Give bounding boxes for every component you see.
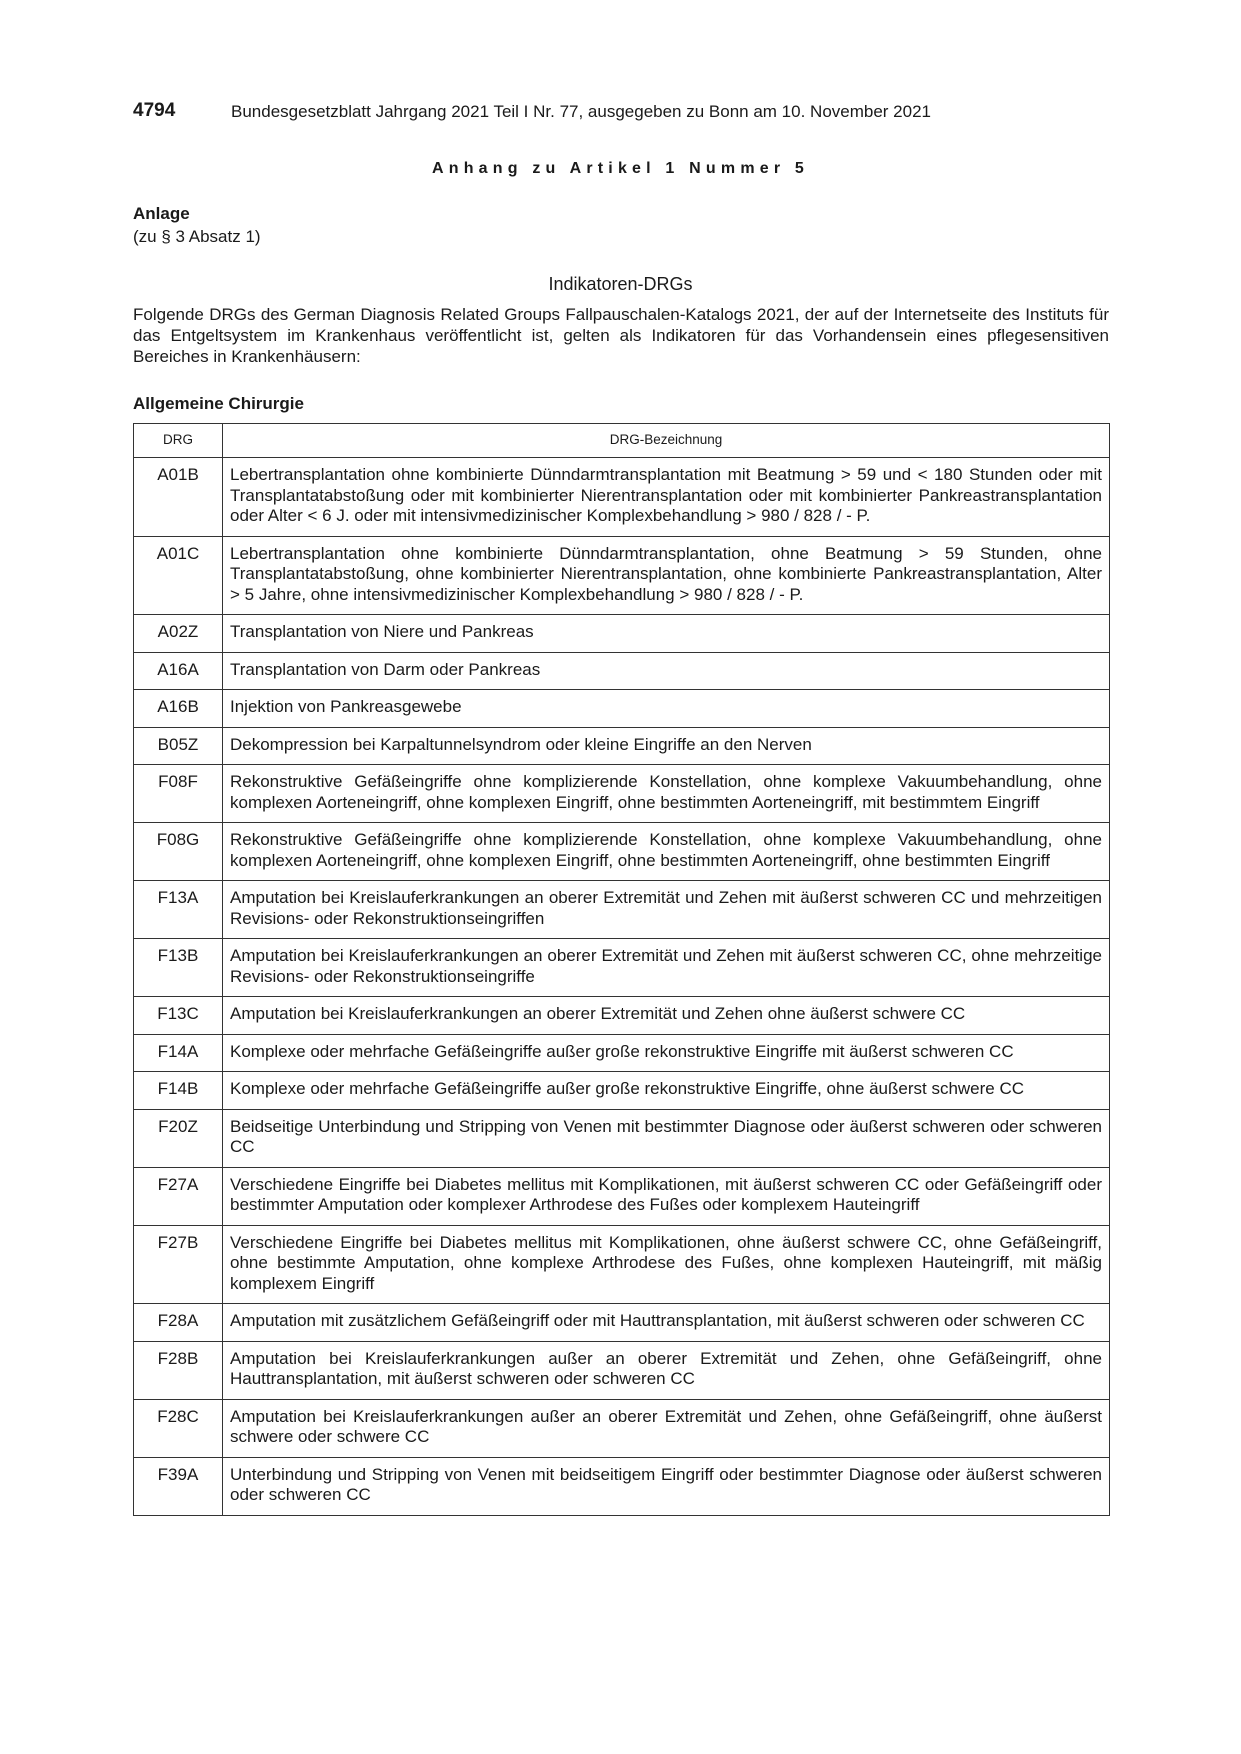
table-row [134,997,1110,1035]
section-heading: Allgemeine Chirurgie [133,394,304,413]
table-row [134,1304,1110,1342]
drg-code-cell: F13C [134,997,223,1035]
drg-description-cell: Rekonstruktive Gefäßeingriffe ohne komplizierende Konstellation, ohne komplexe Vakuumbehandlung, ohne komplexen Aorteneingriff, ohne komplexen Eingriff, ohne bestimmten Aorteneingriff, ohne bestimmten Eingriff [223,823,1110,881]
table-row [134,1341,1110,1399]
table-row [134,1034,1110,1072]
drg-description-cell: Injektion von Pankreasgewebe [223,690,1110,728]
drg-code-cell: F27B [134,1225,223,1304]
table-row [134,1167,1110,1225]
drg-table-body [134,458,1110,1516]
drg-code-cell: F28B [134,1341,223,1399]
table-row [134,1457,1110,1515]
drg-description-cell: Transplantation von Niere und Pankreas [223,615,1110,653]
drg-code-cell: F13B [134,939,223,997]
drg-code-cell: F14B [134,1072,223,1110]
drg-description-cell: Amputation bei Kreislauferkrankungen an oberer Extremität und Zehen mit äußerst schweren CC und mehrzeitigen Revisions- oder Rekonstruktionseingriffen [223,881,1110,939]
drg-description-cell: Unterbindung und Stripping von Venen mit beidseitigem Eingriff oder bestimmter Diagnose oder äußerst schweren oder schweren CC [223,1457,1110,1515]
document-title: Indikatoren-DRGs [548,274,693,294]
drg-description-cell: Rekonstruktive Gefäßeingriffe ohne komplizierende Konstellation, ohne komplexe Vakuumbehandlung, ohne komplexen Aorteneingriff, ohne komplexen Eingriff, ohne bestimmten Aorteneingriff, mit bestimmtem Eingriff [223,765,1110,823]
drg-description-cell: Verschiedene Eingriffe bei Diabetes mellitus mit Komplikationen, mit äußerst schweren CC oder Gefäßeingriff oder bestimmter Amputation oder komplexer Arthrodese des Fußes oder komplexem Hauteingriff [223,1167,1110,1225]
table-row [134,727,1110,765]
gazette-line: Bundesgesetzblatt Jahrgang 2021 Teil I Nr. 77, ausgegeben zu Bonn am 10. November 2021 [231,102,931,121]
table-row [134,536,1110,615]
table-row [134,1072,1110,1110]
table-row [134,1399,1110,1457]
drg-code-cell: A16A [134,652,223,690]
drg-code-cell: A16B [134,690,223,728]
table-row [134,939,1110,997]
intro-paragraph: Folgende DRGs des German Diagnosis Related Groups Fallpauschalen-Katalogs 2021, der auf der Internetseite des Instituts für das Entgeltsystem im Krankenhaus veröffentlicht ist, gelten als Indikatoren für das Vorhandensein eines pflegesensitiven Bereiches in Krankenhäusern: [133,305,1109,366]
table-row [134,690,1110,728]
page-header [133,100,1121,126]
drg-description-cell: Amputation bei Kreislauferkrankungen an oberer Extremität und Zehen mit äußerst schweren CC, ohne mehrzeitige Revisions- oder Rekonstruktionseingriffe [223,939,1110,997]
drg-code-cell: F08G [134,823,223,881]
drg-description-cell: Dekompression bei Karpaltunnelsyndrom oder kleine Eingriffe an den Nerven [223,727,1110,765]
drg-code-cell: F28C [134,1399,223,1457]
drg-description-cell: Transplantation von Darm oder Pankreas [223,652,1110,690]
table-row [134,823,1110,881]
drg-code-cell: F27A [134,1167,223,1225]
drg-code-cell: A01C [134,536,223,615]
column-header-drg: DRG [134,424,223,458]
drg-description-cell: Amputation bei Kreislauferkrankungen außer an oberer Extremität und Zehen, ohne Gefäßeingriff, ohne Hauttransplantation, mit äußerst schweren oder schweren CC [223,1341,1110,1399]
table-row [134,615,1110,653]
table-header-row [134,424,1110,458]
drg-description-cell: Beidseitige Unterbindung und Stripping von Venen mit bestimmter Diagnose oder äußerst schweren oder schweren CC [223,1109,1110,1167]
table-row [134,1225,1110,1304]
drg-code-cell: F39A [134,1457,223,1515]
drg-table [133,423,1110,1516]
table-row [134,458,1110,537]
table-row [134,881,1110,939]
page-number: 4794 [133,100,176,121]
drg-code-cell: F08F [134,765,223,823]
anlage-label: Anlage [133,204,190,223]
drg-code-cell: F28A [134,1304,223,1342]
drg-code-cell: F14A [134,1034,223,1072]
table-row [134,765,1110,823]
column-header-description: DRG-Bezeichnung [223,424,1110,458]
drg-description-cell: Amputation mit zusätzlichem Gefäßeingriff oder mit Hauttransplantation, mit äußerst schweren oder schweren CC [223,1304,1110,1342]
drg-code-cell: A02Z [134,615,223,653]
annex-title: Anhang zu Artikel 1 Nummer 5 [431,160,810,177]
drg-code-cell: B05Z [134,727,223,765]
drg-description-cell: Verschiedene Eingriffe bei Diabetes mellitus mit Komplikationen, ohne äußerst schwere CC, ohne Gefäßeingriff, ohne bestimmte Amputation, ohne komplexe Arthrodese des Fußes, ohne komplexen Hauteingriff, mit mäßig komplexem Eingriff [223,1225,1110,1304]
drg-code-cell: F20Z [134,1109,223,1167]
drg-description-cell: Komplexe oder mehrfache Gefäßeingriffe außer große rekonstruktive Eingriffe mit äußerst schweren CC [223,1034,1110,1072]
table-row [134,1109,1110,1167]
drg-code-cell: A01B [134,458,223,537]
drg-code-cell: F13A [134,881,223,939]
drg-description-cell: Amputation bei Kreislauferkrankungen an oberer Extremität und Zehen ohne äußerst schwere CC [223,997,1110,1035]
drg-description-cell: Lebertransplantation ohne kombinierte Dünndarmtransplantation mit Beatmung > 59 und < 180 Stunden oder mit Transplantatabstoßung oder mit kombinierter Nierentransplantation oder mit kombinierter Pankreastransplantation oder Alter < 6 J. oder mit intensivmedizinischer Komplexbehandlung > 980 / 828 / - P. [223,458,1110,537]
anlage-reference: (zu § 3 Absatz 1) [133,227,261,246]
drg-description-cell: Lebertransplantation ohne kombinierte Dünndarmtransplantation, ohne Beatmung > 59 Stunden, ohne Transplantatabstoßung, ohne kombinierter Nierentransplantation, ohne kombinierte Pankreastransplantation, Alter > 5 Jahre, ohne intensivmedizinischer Komplexbehandlung > 980 / 828 / - P. [223,536,1110,615]
drg-description-cell: Amputation bei Kreislauferkrankungen außer an oberer Extremität und Zehen, ohne Gefäßeingriff, ohne äußerst schwere oder schwere CC [223,1399,1110,1457]
table-row [134,652,1110,690]
drg-description-cell: Komplexe oder mehrfache Gefäßeingriffe außer große rekonstruktive Eingriffe, ohne äußerst schwere CC [223,1072,1110,1110]
